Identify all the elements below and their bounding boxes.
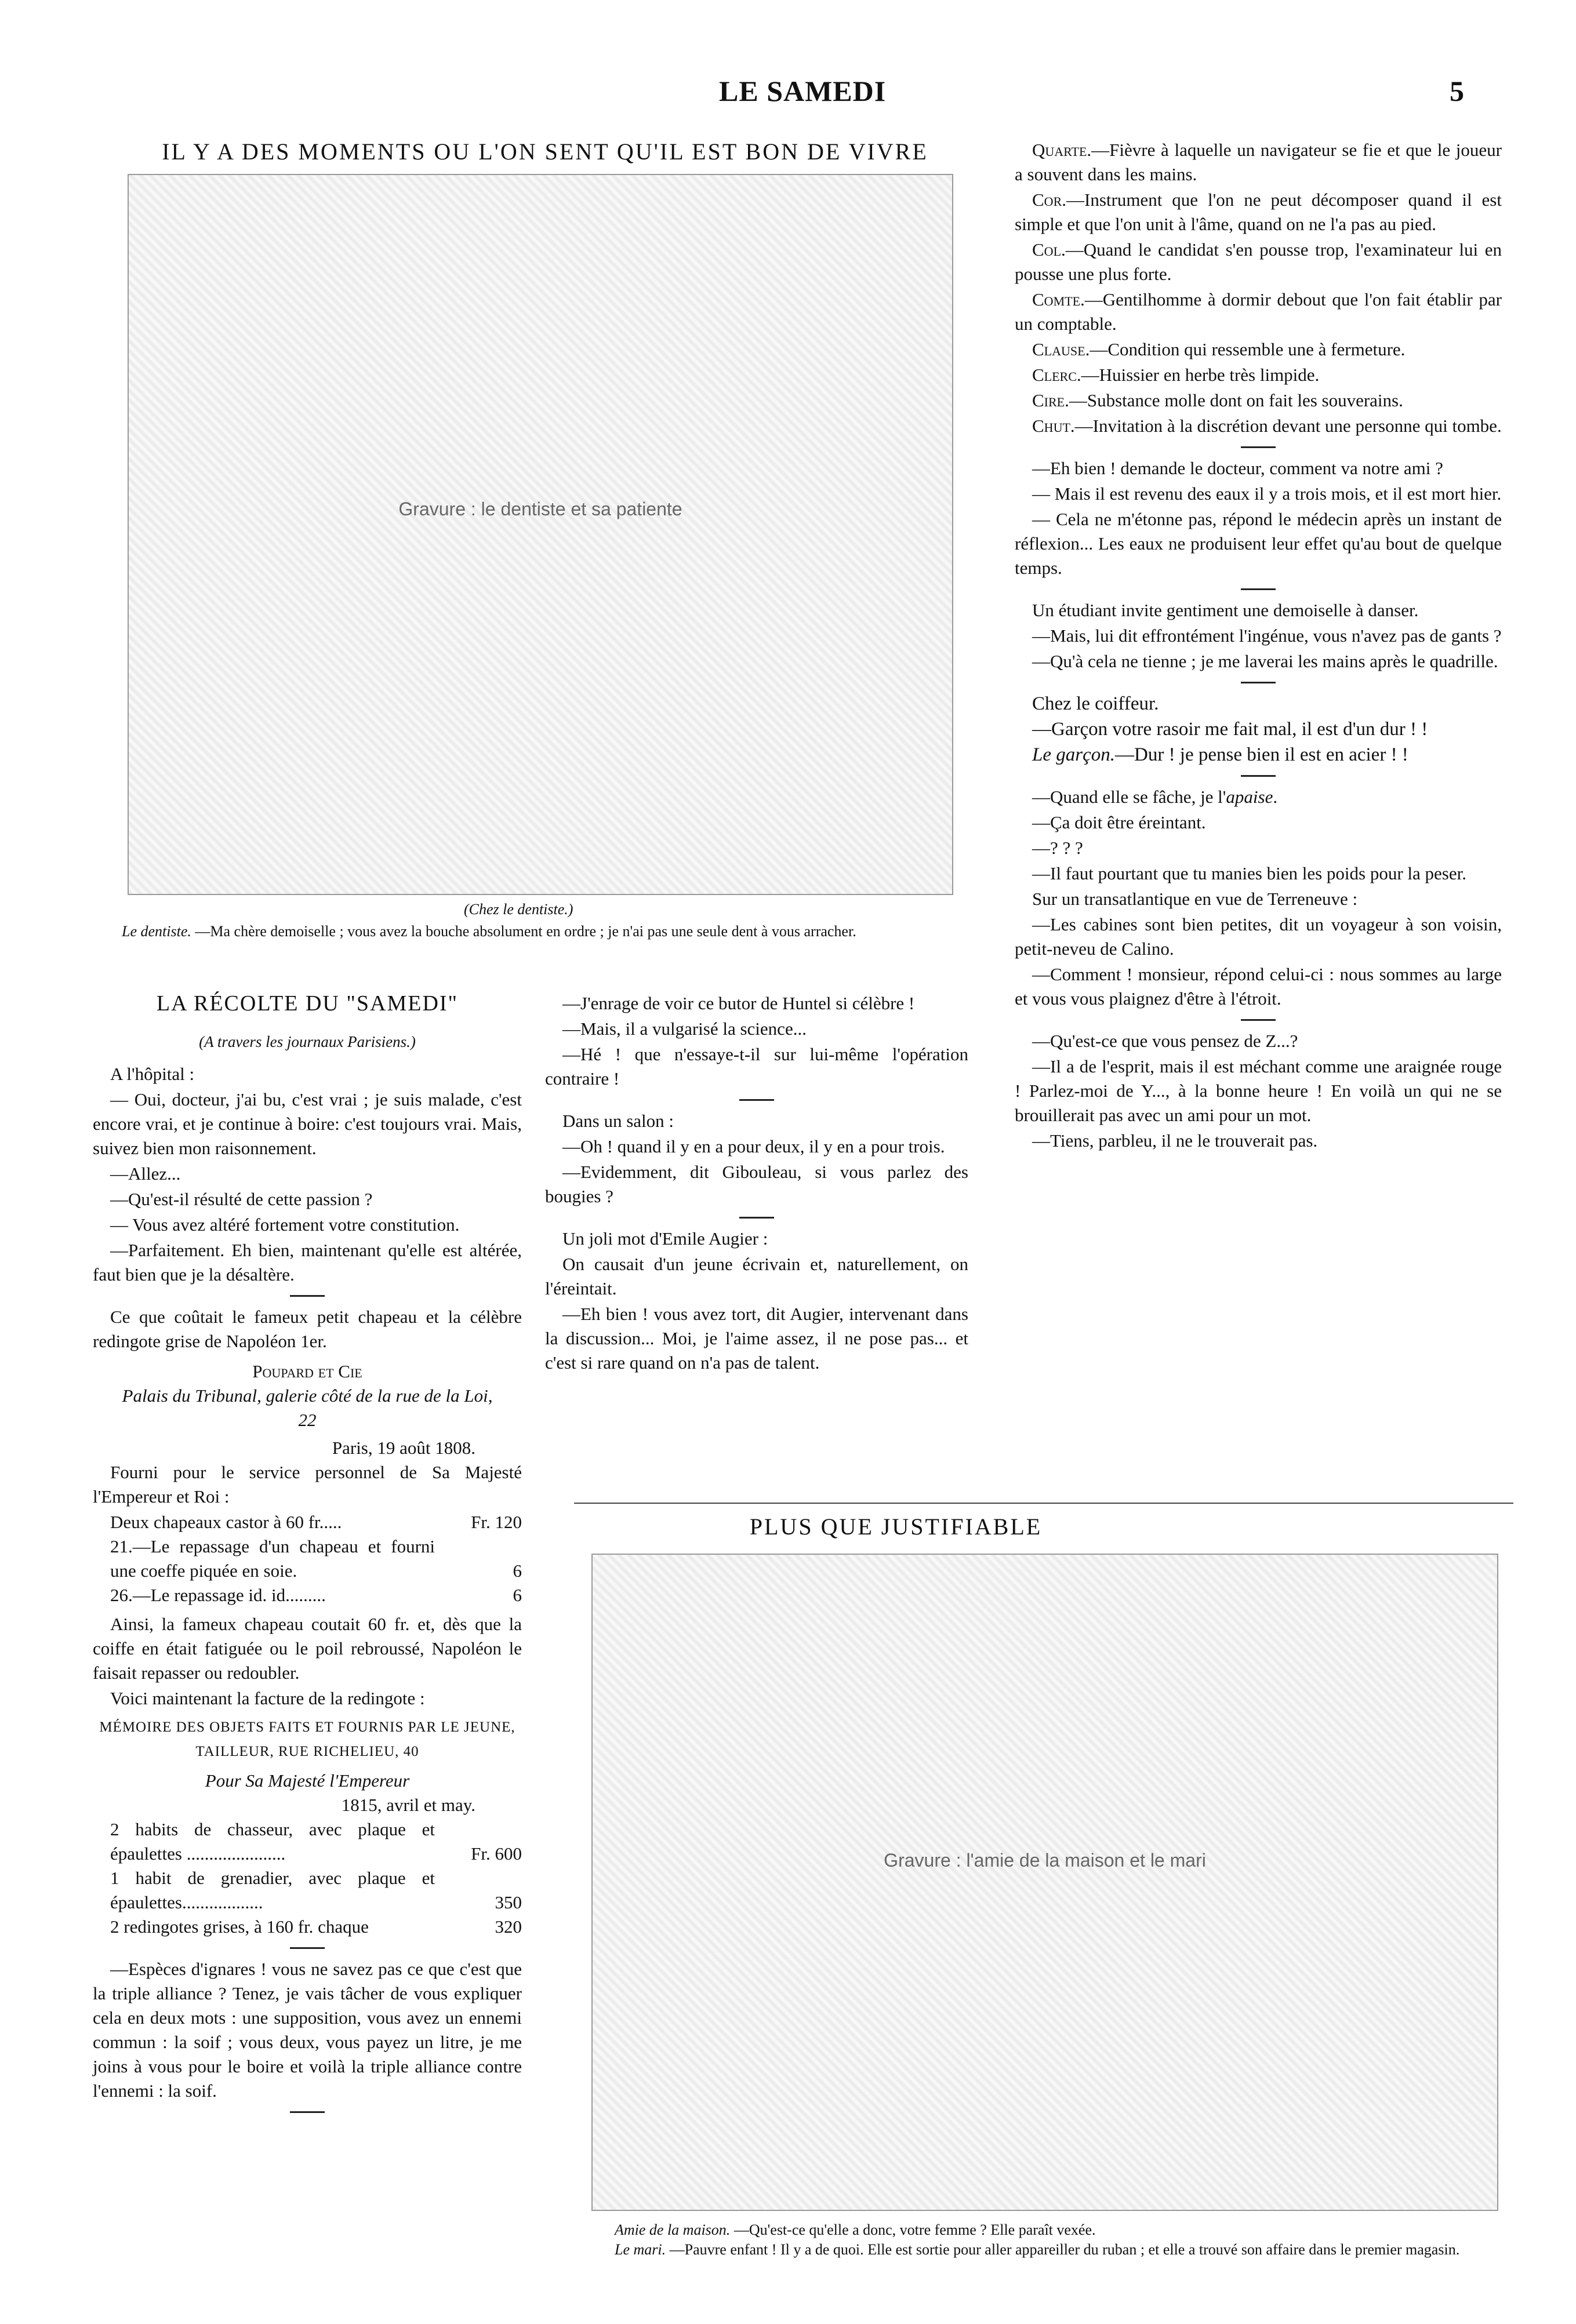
paragraph: —Eh bien ! vous avez tort, dit Augier, intervenant dans la discussion... Moi, je l'aime assez, il ne pose pas... et c'est si rare quand on n'a pas de talent. bbox=[545, 1304, 968, 1373]
paragraph: —Il a de l'esprit, mais il est méchant comme une araignée rouge ! Parlez-moi de Y..., à la bonne heure ! En voilà un qui ne se brouillerait pas avec un ami pour un mot. bbox=[1015, 1056, 1502, 1125]
paragraph: Un joli mot d'Emile Augier : bbox=[562, 1228, 768, 1249]
paragraph: On causait d'un jeune écrivain et, naturellement, on l'éreintait. bbox=[545, 1254, 968, 1299]
recolte-title: LA RÉCOLTE DU "SAMEDI" bbox=[156, 991, 459, 1016]
paragraph: —Hé ! que n'essaye-t-il sur lui-même l'opération contraire ! bbox=[545, 1044, 968, 1089]
pun-word: apaise bbox=[1226, 787, 1273, 807]
column-right bbox=[1015, 138, 1502, 1154]
invoice-line-value: 6 bbox=[513, 1585, 522, 1605]
dentist-illustration bbox=[128, 174, 953, 895]
illustration-title-2: PLUS QUE JUSTIFIABLE bbox=[749, 1514, 1043, 1540]
definition bbox=[1015, 288, 1502, 336]
bill-line-label: 1 habit de grenadier, avec plaque et épaulettes.................. bbox=[110, 1868, 435, 1912]
definition bbox=[1015, 414, 1502, 438]
column-middle bbox=[545, 991, 968, 1376]
bill-line-value: 350 bbox=[495, 1892, 522, 1912]
definition bbox=[1015, 238, 1502, 286]
illustration-title: IL Y A DES MOMENTS OU L'ON SENT QU'IL EST BON DE VIVRE bbox=[162, 139, 928, 165]
paragraph: —Eh bien ! demande le docteur, comment va notre ami ? bbox=[1032, 458, 1443, 478]
definition-term: Cor. bbox=[1032, 190, 1066, 210]
paragraph bbox=[1015, 743, 1502, 767]
definition bbox=[1015, 363, 1502, 387]
paragraph: —Garçon votre rasoir me fait mal, il est d'un dur ! ! bbox=[1032, 719, 1428, 740]
paragraph: —Il faut pourtant que tu manies bien les poids pour la peser. bbox=[1032, 863, 1466, 883]
paragraph: —Mais, il a vulgarisé la science... bbox=[562, 1019, 807, 1039]
paragraph: A l'hôpital : bbox=[110, 1064, 195, 1084]
separator bbox=[1241, 446, 1276, 448]
paragraph: —Espèces d'ignares ! vous ne savez pas ce que c'est que la triple alliance ? Tenez, je vais tâcher de vous expliquer cela en deux mots : une supposition, vous avez un ennemi commun : la soif ; vous deux, vous payez un litre, je me joins à vous pour le boire et voilà la triple alliance contre l'ennemi : la soif. bbox=[93, 1959, 522, 2101]
definition-term: Clerc. bbox=[1032, 365, 1081, 385]
invoice-line-value: Fr. 120 bbox=[471, 1512, 522, 1532]
paragraph: Voici maintenant la facture de la redingote : bbox=[110, 1688, 425, 1708]
paragraph: —Evidemment, dit Gibouleau, si vous parlez des bougies ? bbox=[545, 1162, 968, 1206]
invoice-line bbox=[93, 1583, 522, 1607]
paragraph: —J'enrage de voir ce butor de Huntel si célèbre ! bbox=[562, 993, 915, 1013]
firm-name: Poupard et Cie bbox=[252, 1361, 362, 1381]
definition-term: Quarte. bbox=[1032, 140, 1092, 160]
speech-end: . bbox=[1273, 787, 1278, 807]
scene-caption: (Chez le dentiste.) bbox=[464, 901, 573, 918]
invoice-line-value: 6 bbox=[513, 1561, 522, 1581]
invoice-date: Paris, 19 août 1808. bbox=[332, 1438, 475, 1458]
dentist-caption bbox=[122, 922, 963, 941]
paragraph: Chez le coiffeur. bbox=[1032, 693, 1159, 714]
definition-term: Comte. bbox=[1032, 289, 1085, 310]
paragraph: — Vous avez altéré fortement votre constitution. bbox=[110, 1214, 460, 1235]
paragraph: Dans un salon : bbox=[562, 1111, 674, 1131]
page-number: 5 bbox=[1450, 75, 1465, 107]
invoice-line bbox=[93, 1534, 522, 1583]
definition bbox=[1015, 388, 1502, 413]
memoire-heading: MÉMOIRE DES OBJETS FAITS ET FOURNIS PAR LE JEUNE, TAILLEUR, RUE RICHELIEU, 40 bbox=[99, 1719, 515, 1759]
caption-text: —Ma chère demoiselle ; vous avez la bouche absolument en ordre ; je n'ai pas une seule dent à vous arracher. bbox=[195, 923, 856, 940]
separator bbox=[739, 1217, 774, 1219]
definition-term: Col. bbox=[1032, 239, 1066, 260]
caption-text: —Pauvre enfant ! Il y a de quoi. Elle est sortie pour aller appareiller du ruban ; et elle a trouvé son affaire dans le premier magasin. bbox=[669, 2241, 1460, 2258]
separator bbox=[290, 1947, 325, 1949]
paragraph: Fourni pour le service personnel de Sa Majesté l'Empereur et Roi : bbox=[93, 1462, 522, 1507]
definition bbox=[1015, 188, 1502, 237]
separator bbox=[290, 2111, 325, 2113]
invoice-line-label: 26.—Le repassage id. id......... bbox=[110, 1585, 326, 1605]
caption-speaker: Amie de la maison. bbox=[615, 2221, 731, 2238]
paragraph: Ce que coûtait le fameux petit chapeau et la célèbre redingote grise de Napoléon 1er. bbox=[93, 1307, 522, 1351]
paragraph: —Les cabines sont bien petites, dit un voyageur à son voisin, petit-neveu de Calino. bbox=[1015, 914, 1502, 959]
column-recolte bbox=[93, 991, 522, 2121]
paragraph: —Parfaitement. Eh bien, maintenant qu'elle est altérée, faut bien que je la désaltère. bbox=[93, 1240, 522, 1285]
paragraph: —Oh ! quand il y en a pour deux, il y en a pour trois. bbox=[562, 1136, 945, 1156]
separator bbox=[739, 1099, 774, 1101]
paragraph: —Comment ! monsieur, répond celui-ci : nous sommes au large et vous vous plaignez d'être à l'étroit. bbox=[1015, 964, 1502, 1009]
definition-text: —Fièvre à laquelle un navigateur se fie et que le joueur a souvent dans les mains. bbox=[1015, 140, 1502, 184]
separator bbox=[1241, 588, 1276, 590]
speech: —Dur ! je pense bien il est en acier ! ! bbox=[1115, 744, 1408, 765]
definition-term: Clause. bbox=[1032, 339, 1090, 359]
bill-line-value: 320 bbox=[495, 1916, 522, 1937]
paragraph: —Ça doit être éreintant. bbox=[1032, 812, 1206, 832]
illustration-rule bbox=[574, 1503, 1513, 1504]
recolte-subtitle: (A travers les journaux Parisiens.) bbox=[199, 1033, 416, 1050]
caption-line-2 bbox=[615, 2240, 1502, 2260]
amie-mari-illustration-label: Gravure : l'amie de la maison et le mari bbox=[884, 1849, 1206, 1871]
definition-term: Cire. bbox=[1032, 390, 1069, 410]
paragraph: —? ? ? bbox=[1032, 838, 1083, 858]
bill-line bbox=[93, 1915, 522, 1939]
paragraph: —Allez... bbox=[110, 1163, 181, 1184]
paragraph: — Cela ne m'étonne pas, répond le médecin après un instant de réflexion... Les eaux ne produisent leur effet qu'au bout de quelque temps. bbox=[1015, 509, 1502, 578]
amie-caption bbox=[615, 2220, 1502, 2260]
paragraph: Un étudiant invite gentiment une demoiselle à danser. bbox=[1032, 600, 1419, 620]
paragraph: Ainsi, la fameux chapeau coutait 60 fr. et, dès que la coiffe en était fatiguée ou le poil rebroussé, Napoléon le faisait repasser ou redoubler. bbox=[93, 1614, 522, 1683]
pour-line: Pour Sa Majesté l'Empereur bbox=[205, 1770, 410, 1791]
bill-line-label: 2 redingotes grises, à 160 fr. chaque bbox=[110, 1916, 369, 1937]
paragraph: —Tiens, parbleu, il ne le trouverait pas. bbox=[1032, 1130, 1318, 1151]
definition-text: —Condition qui ressemble une à fermeture. bbox=[1090, 339, 1406, 359]
paragraph bbox=[1015, 785, 1502, 809]
speaker: Le garçon. bbox=[1032, 744, 1115, 765]
caption-speaker: Le mari. bbox=[615, 2241, 666, 2258]
definition-text: —Quand le candidat s'en pousse trop, l'examinateur lui en pousse une plus forte. bbox=[1015, 239, 1502, 284]
paragraph: — Oui, docteur, j'ai bu, c'est vrai ; je suis malade, c'est encore vrai, et je continue à boire: c'est toujours vrai. Mais, suivez bien mon raisonnement. bbox=[93, 1089, 522, 1158]
paragraph: —Mais, lui dit effrontément l'ingénue, vous n'avez pas de gants ? bbox=[1032, 625, 1502, 646]
caption-text: —Qu'est-ce qu'elle a donc, votre femme ? Elle paraît vexée. bbox=[733, 2221, 1096, 2238]
amie-mari-illustration bbox=[591, 1554, 1498, 2211]
definition-text: —Gentilhomme à dormir debout que l'on fait établir par un comptable. bbox=[1015, 289, 1502, 334]
bill-line bbox=[93, 1817, 522, 1866]
bill-line-value: Fr. 600 bbox=[471, 1843, 522, 1864]
newspaper-title: LE SAMEDI bbox=[719, 75, 887, 107]
definition-text: —Huissier en herbe très limpide. bbox=[1081, 365, 1320, 385]
invoice-line bbox=[93, 1510, 522, 1534]
separator bbox=[290, 1295, 325, 1297]
bill-date: 1815, avril et may. bbox=[341, 1795, 475, 1815]
definition bbox=[1015, 138, 1502, 187]
caption-speaker: Le dentiste. bbox=[122, 923, 191, 940]
dentist-illustration-label: Gravure : le dentiste et sa patiente bbox=[398, 499, 682, 519]
separator bbox=[1241, 775, 1276, 777]
definition-text: —Substance molle dont on fait les souverains. bbox=[1069, 390, 1403, 410]
bill-line bbox=[93, 1866, 522, 1915]
paragraph: —Qu'est-il résulté de cette passion ? bbox=[110, 1189, 373, 1209]
firm-address: Palais du Tribunal, galerie côté de la rue de la Loi, 22 bbox=[122, 1385, 493, 1430]
invoice-line-label: Deux chapeaux castor à 60 fr..... bbox=[110, 1512, 342, 1532]
invoice-line-label: 21.—Le repassage d'un chapeau et fourni une coeffe piquée en soie. bbox=[110, 1536, 435, 1581]
definition-term: Chut. bbox=[1032, 416, 1075, 436]
caption-line-1 bbox=[615, 2220, 1502, 2240]
definition bbox=[1015, 337, 1502, 362]
speech: —Quand elle se fâche, je l' bbox=[1032, 787, 1226, 807]
paragraph: Sur un transatlantique en vue de Terreneuve : bbox=[1032, 889, 1358, 909]
definition-text: —Invitation à la discrétion devant une personne qui tombe. bbox=[1074, 416, 1502, 436]
paragraph: — Mais il est revenu des eaux il y a trois mois, et il est mort hier. bbox=[1032, 483, 1502, 504]
bill-line-label: 2 habits de chasseur, avec plaque et épaulettes ...................... bbox=[110, 1819, 435, 1864]
separator bbox=[1241, 1019, 1276, 1021]
separator bbox=[1241, 682, 1276, 683]
definition-text: —Instrument que l'on ne peut décomposer quand il est simple et que l'on unit à l'âme, quand on ne l'a pas au pied. bbox=[1015, 190, 1502, 234]
paragraph: —Qu'est-ce que vous pensez de Z...? bbox=[1032, 1031, 1298, 1051]
paragraph: —Qu'à cela ne tienne ; je me laverai les mains après le quadrille. bbox=[1032, 651, 1498, 671]
